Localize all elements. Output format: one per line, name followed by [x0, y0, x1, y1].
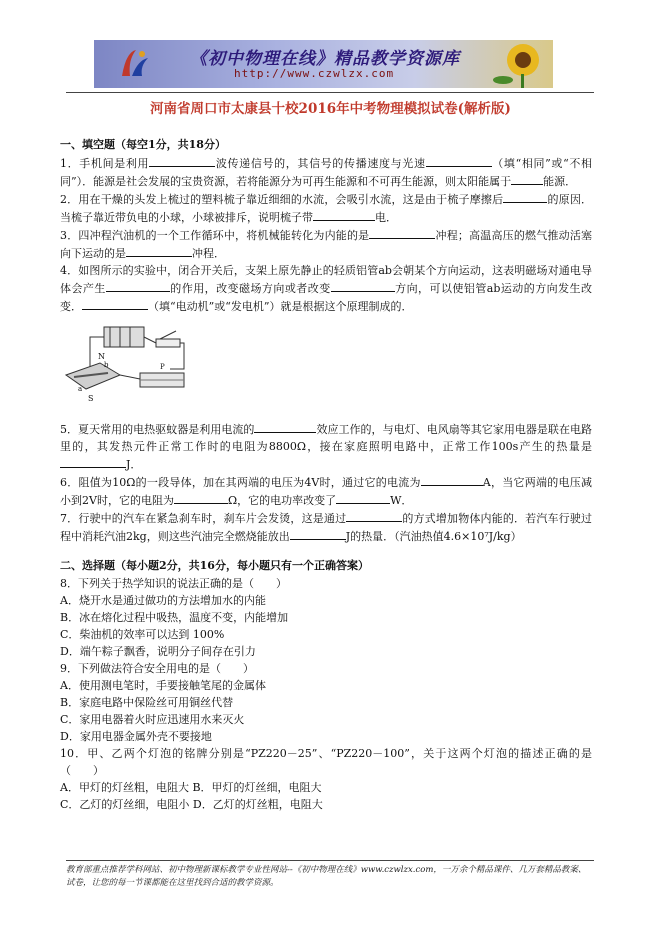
header-banner: [94, 40, 553, 88]
question-9-option-b: B．家庭电路中保险丝可用铜丝代替: [60, 696, 234, 709]
answer-blank: [149, 154, 215, 167]
answer-blank: [174, 491, 228, 504]
question-8-option-a: A．烧开水是通过做功的方法增加水的内能: [60, 594, 266, 607]
question-10-options-cd: C．乙灯的灯丝细，电阻小 D．乙灯的灯丝粗，电阻大: [60, 798, 323, 811]
question-8-option-c: C．柴油机的效率可以达到 100%: [60, 628, 225, 641]
question-9-option-c: C．家用电器着火时应迅速用水来灭火: [60, 713, 245, 726]
answer-blank: [421, 473, 483, 486]
question-7: 7．行驶中的汽车在紧急刹车时，刹车片会发烫，这是通过 的方式增加物体内能的．若汽车行驶过程中消耗汽油2kg，则这些汽油完全燃烧能放出 J的热量．（汽油热值4.6×10⁷J/kg）: [60, 509, 592, 545]
question-10: 10．甲、乙两个灯泡的铭牌分别是“PZ220－25”、“PZ220－100”，关于这两个灯泡的描述正确的是（ ）: [60, 747, 592, 777]
answer-blank: [336, 491, 390, 504]
banner-title: 《初中物理在线》精品教学资源库: [190, 49, 460, 69]
question-4: 4．如图所示的实验中，闭合开关后，支架上原先静止的轻质铝管ab会朝某个方向运动，这表明磁场对通电导体会产生 的作用，改变磁场方向或者改变 方向，可以使铝管ab运动的方向发生改变． （填“电动机”或“发电机”）就是根据这个原理制成的．: [60, 264, 593, 313]
footer-rule: [66, 860, 594, 861]
section-heading-choice: 二、选择题（每小题2分，共16分，每小题只有一个正确答案）: [60, 559, 369, 572]
answer-blank: [290, 527, 346, 540]
question-2: 2．用在干燥的头发上梳过的塑料梳子靠近细细的水流，会吸引水流，这是由于梳子摩擦后 的原因．当梳子靠近带负电的小球，小球被排斥，说明梳子带 电．: [60, 190, 592, 226]
answer-blank: [511, 172, 543, 185]
answer-blank: [126, 244, 192, 257]
label-b: b: [104, 361, 109, 369]
question-9-option-d: D．家用电器金属外壳不要接地: [60, 730, 212, 743]
answer-blank: [503, 190, 547, 203]
answer-blank: [369, 226, 435, 239]
label-p: P: [160, 363, 165, 371]
switch-icon: [156, 339, 180, 347]
label-n: N: [98, 352, 105, 361]
question-9: 9．下列做法符合安全用电的是（ ）: [60, 662, 254, 675]
answer-blank: [82, 297, 148, 310]
page-footer: 教育部重点推荐学科网站、初中物理新课标教学专业性网站--《初中物理在线》www.czwlzx.com，一万余个精品课件、几万套精品教案、试卷，让您的每一节课都能在这里找到合适的教学资源。: [66, 865, 587, 888]
section-heading-fill-blank: 一、填空题（每空1分，共18分）: [60, 138, 226, 151]
question-10-options-ab: A．甲灯的灯丝粗，电阻大 B．甲灯的灯丝细，电阻大: [60, 781, 322, 794]
exam-content: [60, 132, 592, 813]
label-a: a: [78, 385, 83, 393]
question-8: 8．下列关于热学知识的说法正确的是（ ）: [60, 577, 287, 590]
answer-blank: [254, 420, 316, 433]
question-3: 3．四冲程汽油机的一个工作循环中，将机械能转化为内能的是 冲程；高温高压的燃气推动活塞向下运动的是 冲程．: [60, 226, 592, 262]
question-1: 1．手机间是利用 波传递信号的，其信号的传播速度与光速 （填“相同”或“不相同”）．能源是社会发展的宝贵资源，若将能源分为可再生能源和不可再生能源，则太阳能属于 能源．: [60, 154, 592, 190]
answer-blank: [331, 279, 395, 292]
question-8-option-d: D．端午粽子飘香，说明分子间存在引力: [60, 645, 256, 658]
experiment-figure: [60, 319, 190, 409]
answer-blank: [60, 455, 126, 468]
question-8-option-b: B．冰在熔化过程中吸热，温度不变，内能增加: [60, 611, 289, 624]
question-6: 6．阻值为10Ω的一段导体，加在其两端的电压为4V时，通过它的电流为 A，当它两端的电压减小到2V时，它的电阻为 Ω，它的电功率改变了 W．: [60, 473, 592, 509]
banner-url: http://www.czwlzx.com: [234, 67, 395, 80]
header-rule: [66, 92, 594, 93]
answer-blank: [106, 279, 170, 292]
sunflower-icon: [483, 40, 553, 88]
question-5: 5．夏天常用的电热驱蚊器是利用电流的 效应工作的，与电灯、电风扇等其它家用电器是联在电路里的，其发热元件正常工作时的电阻为8800Ω，接在家庭照明电路中，正常工作100s产生的热量是J．: [60, 420, 592, 473]
answer-blank: [426, 154, 492, 167]
document-title: 河南省周口市太康县十校2016年中考物理模拟试卷(解析版): [150, 101, 511, 117]
answer-blank: [313, 208, 375, 221]
answer-blank: [346, 509, 402, 522]
question-9-option-a: A．使用测电笔时，手要接触笔尾的金属体: [60, 679, 266, 692]
site-logo-icon: [116, 46, 152, 82]
label-s: S: [88, 394, 94, 403]
